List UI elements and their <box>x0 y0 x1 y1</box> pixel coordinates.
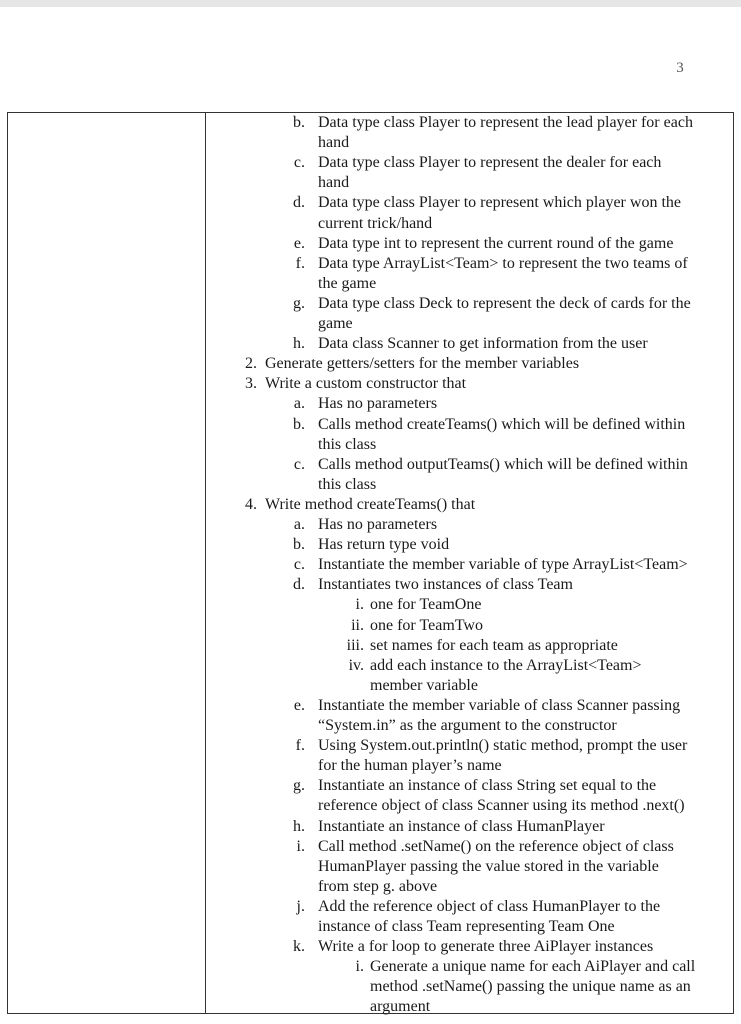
list-item-text: Generate getters/setters for the member variables <box>265 355 580 373</box>
list-item-marker: 4. <box>245 495 257 513</box>
list-item-text: Data type class Player to represent the lead player for each <box>318 114 693 131</box>
list-item-marker: c. <box>293 556 305 574</box>
list-item-text: hand <box>318 134 350 152</box>
list-item-text: Has no parameters <box>318 395 438 413</box>
list-item-text: from step g. above <box>318 877 438 895</box>
list-item-marker: e. <box>293 234 305 252</box>
list-item-marker: a. <box>293 395 305 413</box>
list-item-text: Write a for loop to generate three AiPlayer instances <box>318 938 654 956</box>
list-item-marker: g. <box>293 777 305 795</box>
list-item-text: Data type ArrayList<Team> to represent the two teams of <box>318 254 688 272</box>
list-item-marker: iv. <box>348 656 364 674</box>
list-item-text: Has no parameters <box>318 516 438 533</box>
list-item-marker: e. <box>293 696 305 714</box>
list-item-text: game <box>318 315 353 332</box>
list-item-marker: 2. <box>245 355 257 373</box>
list-item-marker: h. <box>293 335 305 353</box>
list-item-text: Instantiates two instances of class Team <box>318 576 573 594</box>
list-item-text: reference object of class Scanner using its method .next() <box>318 797 685 815</box>
list-item-text: this class <box>318 475 377 493</box>
list-item-text: method .setName() passing the unique name as an <box>370 978 691 996</box>
list-item-marker: h. <box>293 817 305 835</box>
list-item-text: Data type class Deck to represent the deck of cards for the <box>318 294 691 312</box>
list-item-marker: f. <box>295 254 305 272</box>
list-item-text: Generate a unique name for each AiPlayer and call <box>370 958 696 976</box>
list-item-text: Has return type void <box>318 536 450 554</box>
list-item-text: set names for each team as appropriate <box>370 636 618 654</box>
list-item-text: Write a custom constructor that <box>265 375 467 393</box>
list-item-marker: b. <box>293 415 305 433</box>
list-item-marker: 3. <box>245 375 257 393</box>
list-item-text: add each instance to the ArrayList<Team> <box>370 656 642 674</box>
list-item-text: Add the reference object of class HumanPlayer to the <box>318 897 661 915</box>
list-item-text: current trick/hand <box>318 214 433 232</box>
list-item-marker: b. <box>293 114 305 131</box>
list-item-marker: j. <box>296 897 305 915</box>
list-item-text: this class <box>318 435 377 453</box>
list-item-text: “System.in” as the argument to the constructor <box>318 717 617 734</box>
list-item-marker: d. <box>293 576 305 594</box>
list-item-text: for the human player’s name <box>318 757 502 775</box>
list-item-text: Instantiate the member variable of class Scanner passing <box>318 696 681 714</box>
list-item-text: the game <box>318 274 377 292</box>
list-item-text: Call method .setName() on the reference object of class <box>318 837 674 855</box>
list-item-marker: ii. <box>351 616 364 634</box>
list-item-marker: a. <box>293 516 305 533</box>
list-item-marker: b. <box>293 536 305 554</box>
list-item-text: Instantiate an instance of class HumanPlayer <box>318 817 605 835</box>
list-item-text: Data class Scanner to get information from the user <box>318 335 648 353</box>
list-item-text: hand <box>318 174 350 192</box>
list-item-text: instance of class Team representing Team One <box>318 918 615 935</box>
list-item-text: Using System.out.println() static method, prompt the user <box>318 737 688 755</box>
list-item-text: one for TeamTwo <box>370 616 483 634</box>
page-number: 3 <box>676 60 684 76</box>
list-item-text: Data type class Player to represent which player won the <box>318 194 681 212</box>
list-item-text: argument <box>370 998 431 1016</box>
list-item-marker: c. <box>293 154 305 172</box>
list-item-marker: iii. <box>346 636 364 654</box>
list-item-text: Instantiate the member variable of type ArrayList<Team> <box>318 556 688 574</box>
list-item-text: Write method createTeams() that <box>265 495 476 513</box>
list-item-marker: c. <box>293 455 305 473</box>
list-item-text: Calls method outputTeams() which will be defined within <box>318 455 688 473</box>
list-item-marker: i. <box>296 837 305 855</box>
list-item-marker: g. <box>293 294 305 312</box>
list-item-text: one for TeamOne <box>370 596 482 614</box>
list-item-text: HumanPlayer passing the value stored in the variable <box>318 857 659 875</box>
list-item-marker: d. <box>293 194 305 212</box>
list-item-text: member variable <box>370 676 478 694</box>
list-item-text: Calls method createTeams() which will be defined within <box>318 415 686 433</box>
list-item-marker: k. <box>293 938 305 956</box>
list-item-text: Data type int to represent the current round of the game <box>318 234 674 252</box>
list-item-marker: i. <box>355 596 364 614</box>
list-item-text: Instantiate an instance of class String set equal to the <box>318 777 657 795</box>
list-item-text: Data type class Player to represent the dealer for each <box>318 154 662 172</box>
list-item-marker: f. <box>295 737 305 755</box>
list-item-marker: i. <box>355 958 364 976</box>
